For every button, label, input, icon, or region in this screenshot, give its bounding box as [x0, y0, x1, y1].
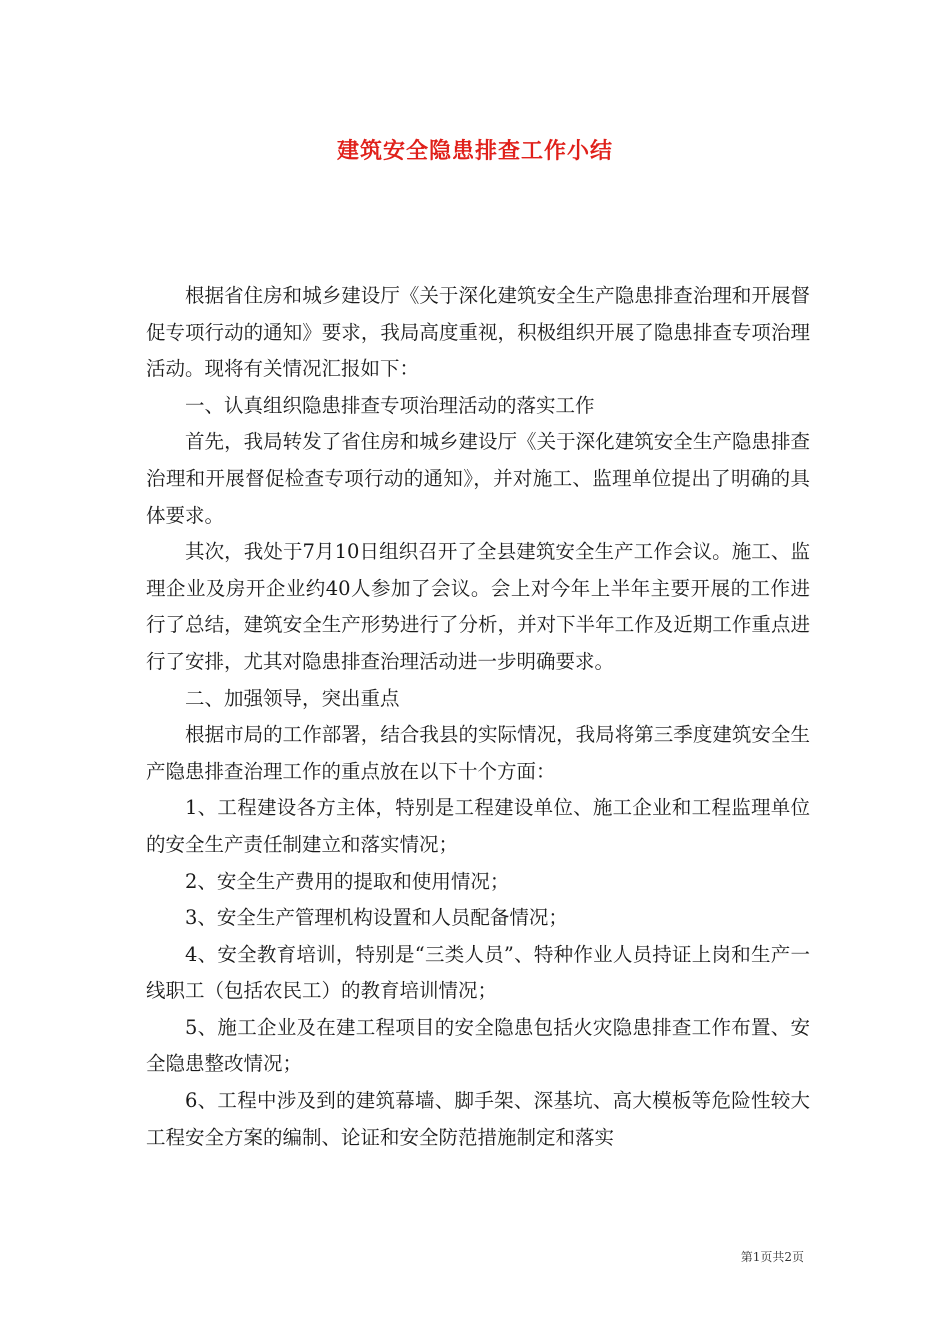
list-item-5: 5、施工企业及在建工程项目的安全隐患包括火灾隐患排查工作布置、安全隐患整改情况； — [146, 1015, 810, 1076]
section-heading-1: 一、认真组织隐患排查专项治理活动的落实工作 — [185, 393, 595, 417]
list-item-4: 4、安全教育培训，特别是“三类人员”、特种作业人员持证上岗和生产一线职工（包括农民工）的教育培训情况； — [146, 942, 810, 1003]
list-item-1: 1、工程建设各方主体，特别是工程建设单位、施工企业和工程监理单位的安全生产责任制建立和落实情况； — [146, 796, 810, 856]
list-item-6: 6、工程中涉及到的建筑幕墙、脚手架、深基坑、高大模板等危险性较大工程安全方案的编制、论证和安全防范措施制定和落实 — [146, 1089, 810, 1149]
paragraph-focus: 根据市局的工作部署，结合我县的实际情况，我局将第三季度建筑安全生产隐患排查治理工作的重点放在以下十个方面： — [146, 723, 810, 783]
section-heading-2: 二、加强领导，突出重点 — [185, 686, 400, 710]
list-item-3: 3、安全生产管理机构设置和人员配备情况； — [185, 906, 568, 930]
paragraph-intro: 根据省住房和城乡建设厅《关于深化建筑安全生产隐患排查治理和开展督促专项行动的通知》要求，我局高度重视，积极组织开展了隐患排查专项治理活动。现将有关情况汇报如下： — [146, 284, 810, 381]
list-item-2: 2、安全生产费用的提取和使用情况； — [185, 869, 510, 893]
page-number: 第1页共2页 — [740, 1250, 804, 1264]
document-title: 建筑安全隐患排查工作小结 — [336, 138, 613, 164]
document-body — [146, 278, 810, 1156]
paragraph-first: 首先，我局转发了省住房和城乡建设厅《关于深化建筑安全生产隐患排查治理和开展督促检查专项行动的通知》，并对施工、监理单位提出了明确的具体要求。 — [146, 430, 810, 527]
paragraph-second: 其次，我处于7月10日组织召开了全县建筑安全生产工作会议。施工、监理企业及房开企业约40人参加了会议。会上对今年上半年主要开展的工作进行了总结，建筑安全生产形势进行了分析，并对下半年工作及近期工作重点进行了安排，尤其对隐患排查治理活动进一步明确要求。 — [146, 540, 810, 673]
